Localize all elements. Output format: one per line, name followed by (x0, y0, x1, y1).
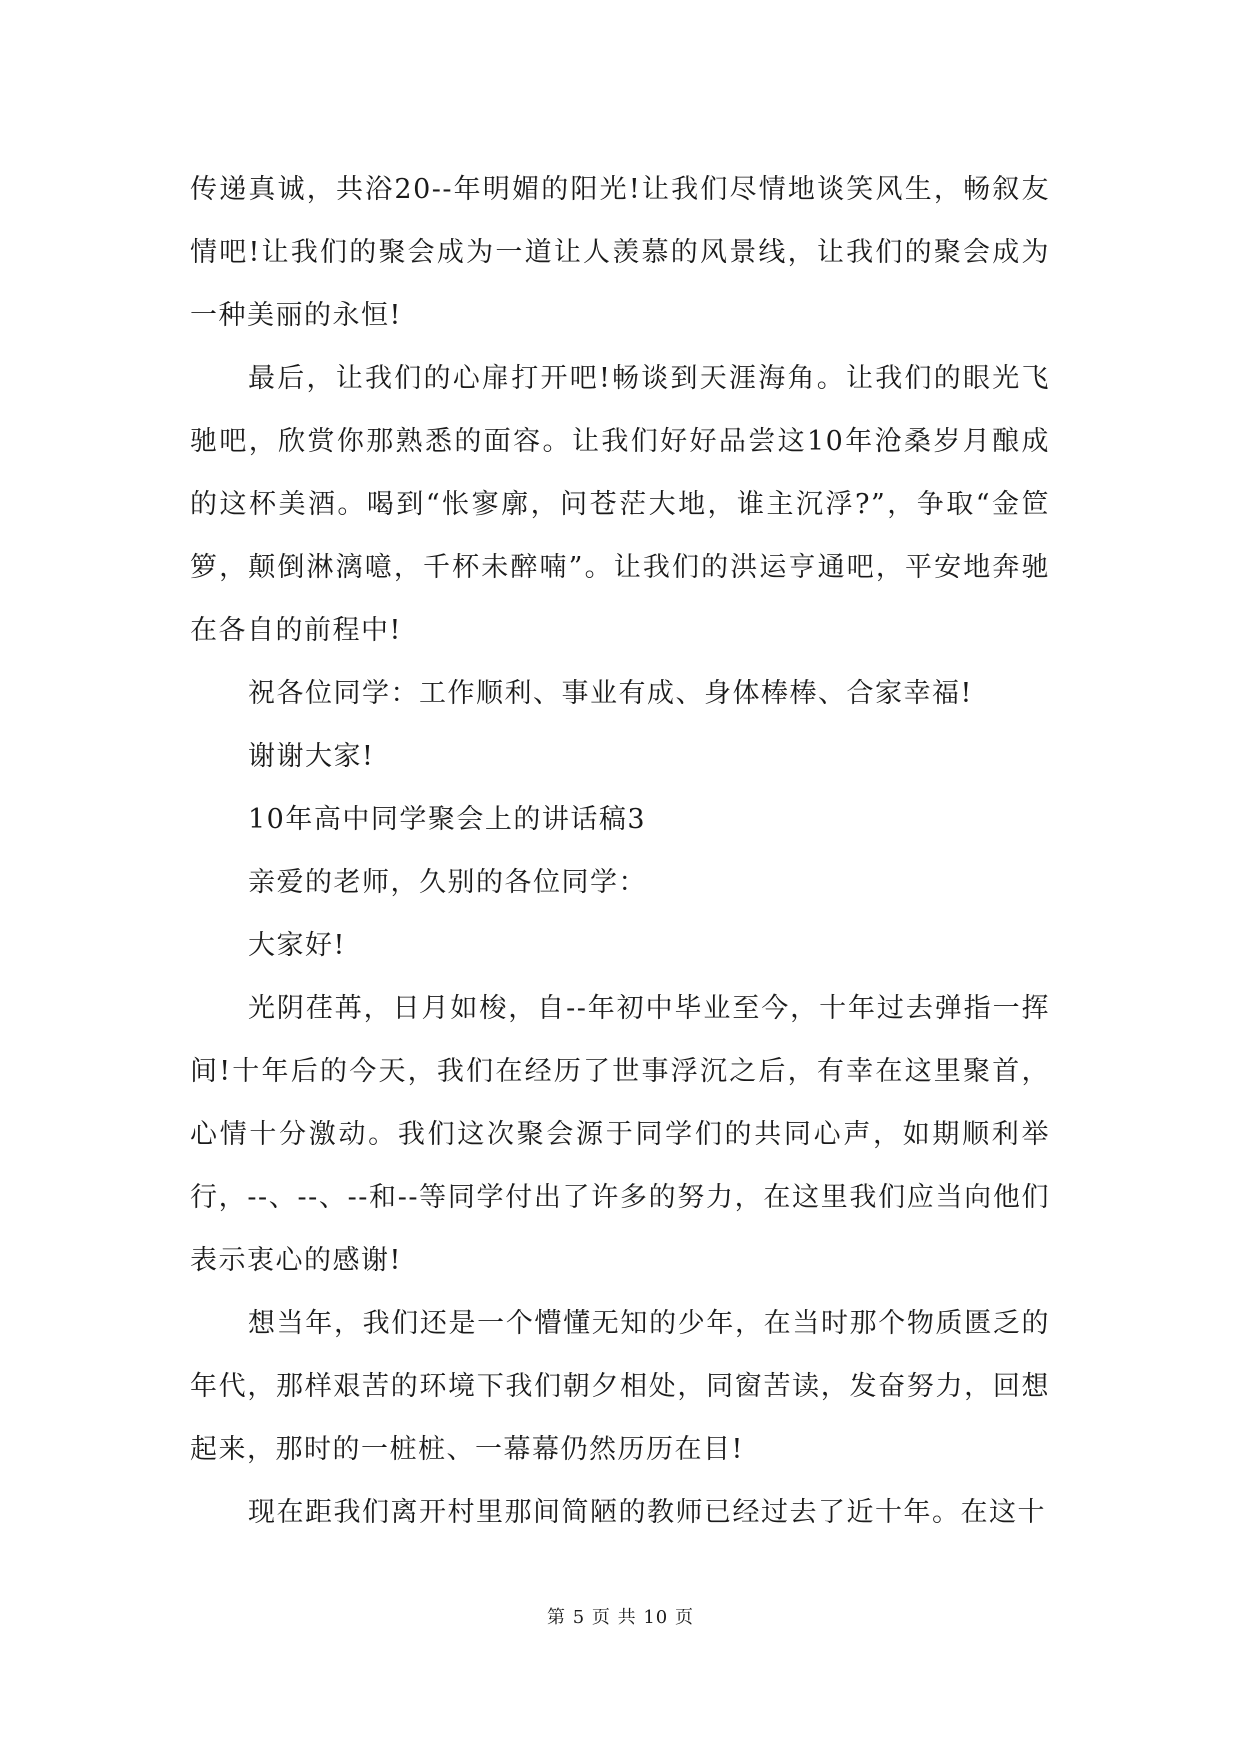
paragraph-blessing: 祝各位同学：工作顺利、事业有成、身体棒棒、合家幸福! (248, 678, 973, 709)
paragraph-thanks: 谢谢大家! (248, 741, 375, 772)
body-text (190, 158, 1050, 1544)
section-title: 10年高中同学聚会上的讲话稿3 (248, 804, 647, 835)
paragraph-closing-wishes: 最后，让我们的心扉打开吧!畅谈到天涯海角。让我们的眼光飞驰吧，欣赏你那熟悉的面容。让我们好好品尝这10年沧桑岁月酿成的这杯美酒。喝到“怅寥廓，问苍茫大地，谁主沉浮?”，争取“金笸箩，颠倒淋漓噫，千杯未醉喃”。让我们的洪运亨通吧，平安地奔驰在各自的前程中! (190, 363, 1050, 646)
paragraph-greeting: 大家好! (248, 930, 346, 961)
paragraph-time-passes: 光阴荏苒，日月如梭，自--年初中毕业至今，十年过去弹指一挥间!十年后的今天，我们在经历了世事浮沉之后，有幸在这里聚首，心情十分激动。我们这次聚会源于同学们的共同心声，如期顺利举行，--、--、--和--等同学付出了许多的努力，在这里我们应当向他们表示衷心的感谢! (190, 993, 1050, 1276)
paragraph-memories: 想当年，我们还是一个懵懂无知的少年，在当时那个物质匮乏的年代，那样艰苦的环境下我们朝夕相处，同窗苦读，发奋努力，回想起来，那时的一桩桩、一幕幕仍然历历在目! (190, 1308, 1050, 1465)
page-footer: 第 5 页 共 10 页 (547, 1607, 694, 1628)
paragraph-continuation: 传递真诚，共浴20--年明媚的阳光!让我们尽情地谈笑风生，畅叙友情吧!让我们的聚会成为一道让人羡慕的风景线，让我们的聚会成为一种美丽的永恒! (190, 174, 1050, 331)
paragraph-now: 现在距我们离开村里那间简陋的教师已经过去了近十年。在这十 (248, 1497, 1046, 1528)
paragraph-salutation: 亲爱的老师，久别的各位同学： (248, 867, 647, 898)
